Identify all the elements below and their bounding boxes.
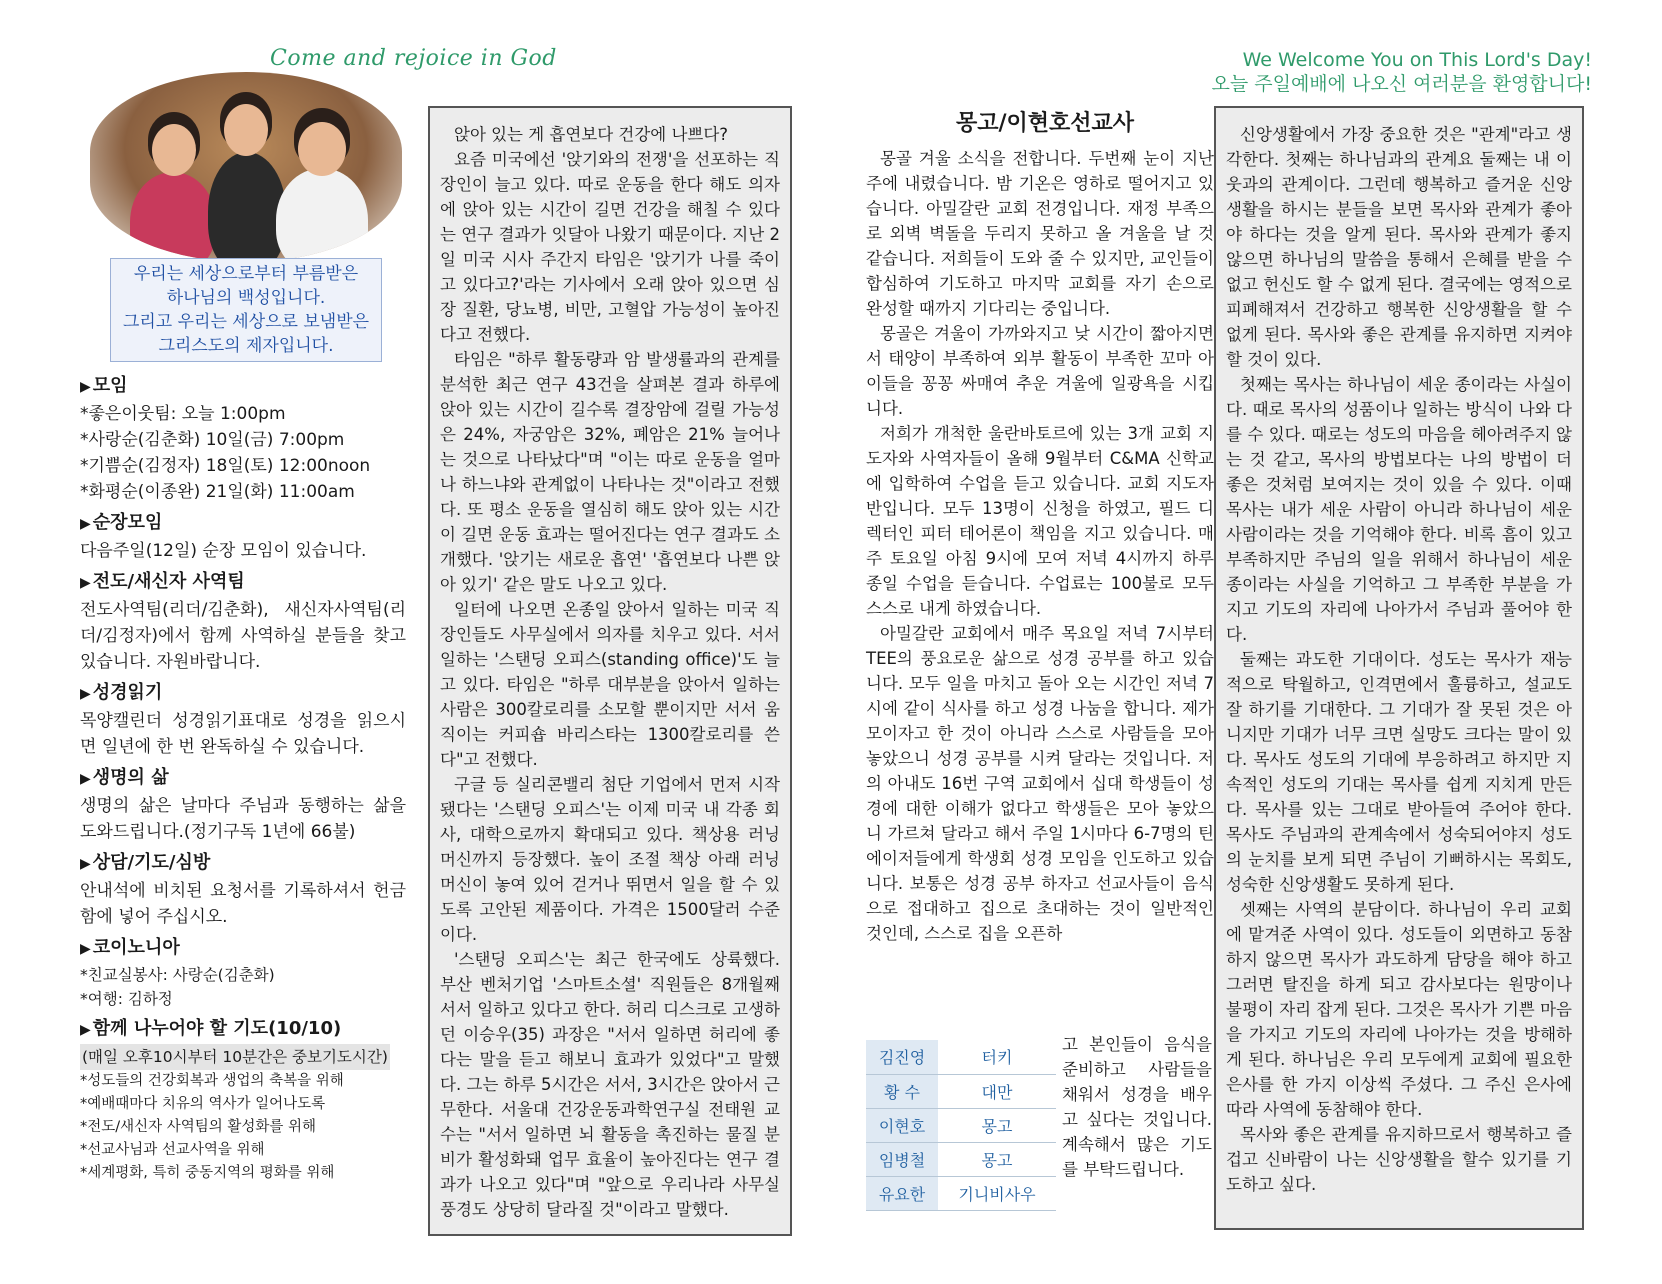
person-middle	[208, 152, 286, 262]
table-row	[866, 1108, 1056, 1142]
prayer-note: (매일 오후10시부터 10분간은 중보기도시간)	[80, 1044, 390, 1070]
announcements	[80, 368, 406, 1185]
section-heading: ▶ 전도/새신자 사역팀	[80, 571, 245, 592]
section-heading: ▶ 생명의 삶	[80, 767, 169, 788]
missionary-country: 기니비사우	[938, 1176, 1056, 1210]
article-paragraph: 목사와 좋은 관계를 유지하므로서 행복하고 즐겁고 신바람이 나는 신앙생활을 할수 있기를 기도하고 싶다.	[1226, 1125, 1572, 1194]
triangle-icon: ▶	[80, 516, 91, 532]
triangle-icon: ▶	[80, 686, 91, 702]
list-item: *친교실봉사: 사랑순(김춘화)	[80, 966, 275, 984]
person-left	[130, 172, 216, 262]
article-paragraph: 저희가 개척한 울란바토르에 있는 3개 교회 지도자와 사역자들이 올해 9월부터 C&MA 신학교에 입학하여 수업을 듣고 있습니다. 교회 지도자 반입니다. 모두 13명이 신청을 하였고, 필드 디렉터인 피터 테어론이 책임을 지고 있습니다. 매주 토요일 아침 9시에 모여 저녁 4시까지 하루 종일 수업을 듣습니다. 수업료는 100불로 모두 스스로 내게 하였습니다.	[866, 424, 1214, 618]
table-row	[866, 1040, 1056, 1074]
motto-line: 우리는 세상으로부터 부름받은	[133, 264, 359, 284]
article-paragraph: 첫째는 목사는 하나님이 세운 종이라는 사실이다. 때로 목사의 성품이나 일하는 방식이 나와 다를 수 있다. 때로는 성도의 마음을 헤아려주지 않는 것 같고, 목사의 방법보다는 나의 방법이 더 좋은 것처럼 보여지는 것이 있을 수 있다. 이때 목사는 내가 세운 사람이 아니라 하나님이 세운 사람이라는 것을 기억해야 한다. 비록 흠이 있고 부족하지만 주님의 일을 위해서 하나님이 세운 종이라는 사실을 기억하고 그 부족한 부분을 가지고 기도의 자리에 나아가서 주님과 풀어야 한다.	[1226, 375, 1572, 644]
list-item: *화평순(이종완) 21일(화) 11:00am	[80, 482, 355, 502]
list-item: *기쁨순(김정자) 18일(토) 12:00noon	[80, 456, 371, 476]
article-paragraph: 아밀갈란 교회에서 매주 목요일 저녁 7시부터 TEE의 풍요로운 삶으로 성경 공부를 하고 있습니다. 모두 일을 마치고 돌아 오는 시간인 저녁 7시에 같이 식사를 하고 성경 나눔을 합니다. 제가 모이자고 한 것이 아니라 스스로 사람들을 모아 놓았으니 성경 공부를 시켜 달라는 것입니다. 저의 아내도 16번 구역 교회에서 십대 학생들이 성경에 대한 이해가 없다고 학생들은 모아 놓았으니 가르쳐 달라고 해서 주일 1시마다 6-7명의 틴에이저들에게 학생회 성경 모임을 인도하고 있습니다. 보통은 성경 공부 하자고 선교사들이 음식으로 접대하고 집으로 초대하는 것이 일반적인 것인데, 스스로 집을 오픈하	[866, 624, 1214, 943]
missionary-country: 몽고	[938, 1142, 1056, 1176]
missionary-name: 유요한	[866, 1176, 938, 1210]
list-item: *좋은이웃팀: 오늘 1:00pm	[80, 404, 286, 424]
motto-line: 하나님의 백성입니다.	[166, 288, 326, 308]
article-paragraph: 구글 등 실리콘밸리 첨단 기업에서 먼저 시작됐다는 '스탠딩 오피스'는 이제 미국 내 각종 회사, 대학으로까지 확대되고 있다. 책상용 러닝 머신까지 등장했다. 높이 조절 책상 아래 러닝 머신이 놓여 있어 걷거나 뛰면서 일을 할 수 있도록 고안된 제품이다. 가격은 1500달러 수준이다.	[440, 775, 780, 944]
mission-title: 몽고/이현호선교사	[955, 111, 1135, 136]
article-pastor-relationship	[1214, 106, 1584, 1230]
header-title-left: Come and rejoice in God	[270, 46, 557, 71]
missionary-country: 몽고	[938, 1108, 1056, 1142]
mission-report	[866, 146, 1214, 946]
section-text: 안내석에 비치된 요청서를 기록하셔서 헌금함에 넣어 주십시오.	[80, 881, 406, 927]
motto-box	[110, 258, 382, 362]
section-text: 다음주일(12일) 순장 모임이 있습니다.	[80, 541, 367, 561]
article-paragraph: 요즘 미국에선 '앉기와의 전쟁'을 선포하는 직장인이 늘고 있다. 따로 운동을 한다 해도 의자에 앉아 있는 시간이 길면 건강을 해칠 수 있다는 연구 결과가 잇달아 나왔기 때문이다. 지난 2일 미국 시사 주간지 타임은 '앉기가 나를 죽이고 있다고?'라는 기사에서 오래 앉아 있으면 심장 질환, 당뇨병, 비만, 고혈압 가능성이 높아진다고 전했다.	[440, 150, 780, 344]
section-heading: ▶ 순장모임	[80, 512, 163, 533]
table-row	[866, 1074, 1056, 1108]
triangle-icon: ▶	[80, 941, 91, 957]
missionary-country: 대만	[938, 1074, 1056, 1108]
article-paragraph: 몽골 겨울 소식을 전합니다. 두번째 눈이 지난 주에 내렸습니다. 밤 기온은 영하로 떨어지고 있습니다. 아밀갈란 교회 전경입니다. 재정 부족으로 외벽 벽돌을 두리지 못하고 올 겨울을 날 것 같습니다. 저희들이 도와 줄 수 있지만, 교인들이 합심하여 기도하고 마지막 교회를 자기 손으로 완성할 때까지 기다리는 중입니다.	[866, 149, 1214, 318]
section-heading: ▶ 성경읽기	[80, 682, 163, 703]
list-item: *여행: 김하정	[80, 990, 173, 1008]
article-paragraph: 일터에 나오면 온종일 앉아서 일하는 미국 직장인들도 사무실에서 의자를 치우고 있다. 서서 일하는 '스탠딩 오피스(standing office)'도 늘고 있다. 타임은 "하루 대부분을 앉아서 일하는 사람은 300칼로리를 소모할 뿐이지만 서서 움직이는 커피숍 바리스타는 1300칼로리를 쓴다"고 전했다.	[440, 600, 780, 769]
missionary-country: 터키	[938, 1040, 1056, 1074]
article-sitting-health	[428, 106, 792, 1236]
section-text: 생명의 삶은 날마다 주님과 동행하는 삶을 도와드립니다.(정기구독 1년에 66불)	[80, 796, 406, 842]
list-item: *예배때마다 치유의 역사가 일어나도록	[80, 1096, 326, 1112]
missionary-name: 김진영	[866, 1040, 938, 1074]
triangle-icon: ▶	[80, 575, 91, 591]
list-item: *세계평화, 특히 중동지역의 평화를 위해	[80, 1165, 335, 1181]
person-right	[276, 168, 368, 262]
group-photo	[90, 72, 402, 262]
list-item: *사랑순(김춘화) 10일(금) 7:00pm	[80, 430, 345, 450]
missionary-name: 황 수	[866, 1074, 938, 1108]
article-paragraph: 둘째는 과도한 기대이다. 성도는 목사가 재능적으로 탁월하고, 인격면에서 훌륭하고, 설교도 잘 하기를 기대한다. 그 기대가 잘 못된 것은 아니지만 기대가 너무 크면 실망도 크다는 말이 있다. 목사도 성도의 기대에 부응하려고 하지만 지속적인 성도의 기대는 목사를 쉽게 지치게 만든다. 목사를 있는 그대로 받아들여 주어야 한다. 목사도 주님과의 관계속에서 성숙되어야지 성도의 눈치를 보게 되면 주님이 기뻐하시는 목회도, 성숙한 신앙생활도 못하게 된다.	[1226, 650, 1572, 894]
article-paragraph: 몽골은 겨울이 가까와지고 낮 시간이 짧아지면서 태양이 부족하여 외부 활동이 부족한 꼬마 아이들을 꽁꽁 싸매여 추운 겨울에 일광욕을 시킵니다.	[866, 324, 1214, 418]
table-row	[866, 1176, 1056, 1210]
section-text: 전도사역팀(리더/김춘화), 새신자사역팀(리더/김정자)에서 함께 사역하실 분들을 찾고 있습니다. 자원바랍니다.	[80, 600, 406, 672]
missionary-table	[866, 1040, 1056, 1211]
welcome-korean: 오늘 주일예배에 나오신 여러분을 환영합니다!	[1211, 73, 1592, 95]
welcome-english: We Welcome You on This Lord's Day!	[1242, 49, 1592, 71]
article-paragraph: 신앙생활에서 가장 중요한 것은 "관계"라고 생각한다. 첫째는 하나님과의 관계요 둘째는 내 이웃과의 관계이다. 그런데 행복하고 즐거운 신앙생활을 하시는 분들을 보면 목사와 관계가 좋아야 하다는 것을 알게 된다. 목사와 관계가 좋지 않으면 하나님의 말씀을 통해서 은혜를 받을 수 없고 헌신도 할 수 없게 된다. 결국에는 영적으로 피폐해져서 건강하고 행복한 신앙생활을 할 수 없게 된다. 목사와 좋은 관계를 유지하면 지켜야 할 것이 있다.	[1226, 125, 1572, 369]
triangle-icon: ▶	[80, 856, 91, 872]
motto-line: 그리고 우리는 세상으로 보냄받은	[122, 312, 370, 332]
section-heading: ▶ 모임	[80, 375, 128, 396]
welcome-banner	[1180, 48, 1592, 96]
article-paragraph: 앉아 있는 게 흡연보다 건강에 나쁘다?	[454, 125, 729, 144]
triangle-icon: ▶	[80, 379, 91, 395]
section-heading: ▶ 함께 나누어야 할 기도(10/10)	[80, 1018, 342, 1039]
mission-report-tail: 고 본인들이 음식을 준비하고 사람들을 채워서 성경을 배우고 싶다는 것입니다. 계속해서 많은 기도를 부탁드립니다.	[1062, 1035, 1212, 1179]
missionary-name: 이현호	[866, 1108, 938, 1142]
article-paragraph: '스탠딩 오피스'는 최근 한국에도 상륙했다. 부산 벤처기업 '스마트소셜' 직원들은 8개월째 서서 일하고 있다고 한다. 허리 디스크로 고생하던 이승우(35) 과장은 "서서 일하면 허리에 좋다는 말을 듣고 해보니 효과가 있었다"고 말했다. 그는 하루 5시간은 서서, 3시간은 앉아서 근무한다. 서울대 건강운동과학연구실 전태원 교수는 "서서 일하면 뇌 활동을 촉진하는 물질 분비가 활성화돼 업무 효율이 높아진다는 연구 결과가 나오고 있다"며 "앞으로 우리나라 사무실 풍경도 상당히 달라질 것"이라고 말했다.	[440, 950, 780, 1219]
list-item: *선교사님과 선교사역을 위해	[80, 1142, 265, 1158]
section-heading: ▶ 상담/기도/심방	[80, 852, 211, 873]
list-item: *성도들의 건강회복과 생업의 축복을 위해	[80, 1073, 344, 1089]
motto-line: 그리스도의 제자입니다.	[158, 336, 334, 356]
triangle-icon: ▶	[80, 771, 91, 787]
triangle-icon: ▶	[80, 1022, 91, 1038]
section-heading: ▶ 코이노니아	[80, 937, 180, 958]
missionary-name: 임병철	[866, 1142, 938, 1176]
table-row	[866, 1142, 1056, 1176]
article-paragraph: 타임은 "하루 활동량과 암 발생률과의 관계를 분석한 최근 연구 43건을 살펴본 결과 하루에 앉아 있는 시간이 길수록 결장암에 걸릴 가능성은 24%, 자궁암은 32%, 폐암은 21% 늘어나는 것으로 나타났다"며 "이는 따로 운동을 얼마나 하느냐와 관계없이 나타나는 것"이라고 전했다. 또 평소 운동을 열심히 해도 앉아 있는 시간이 길면 운동 효과는 떨어진다는 연구 결과도 소개했다. '앉기는 새로운 흡연' '흡연보다 나쁜 앉아 있기' 같은 말도 나오고 있다.	[440, 350, 780, 594]
section-text: 목양캘린더 성경읽기표대로 성경을 읽으시면 일년에 한 번 완독하실 수 있습니다.	[80, 711, 406, 757]
article-paragraph: 셋째는 사역의 분담이다. 하나님이 우리 교회에 맡겨준 사역이 있다. 성도들이 외면하고 동참하지 않으면 목사가 과도하게 담당을 해야 하고 그러면 탈진을 하게 되고 감사보다는 원망이나 불평이 자리 잡게 된다. 그것은 목사가 기쁜 마음을 가지고 기도의 자리에 나아가는 것을 방해하게 된다. 하나님은 우리 모두에게 교회에 필요한 은사를 한 가지 이상씩 주셨다. 그 주신 은사에 따라 사역에 동참해야 한다.	[1226, 900, 1572, 1119]
list-item: *전도/새신자 사역팀의 활성화를 위해	[80, 1119, 317, 1135]
